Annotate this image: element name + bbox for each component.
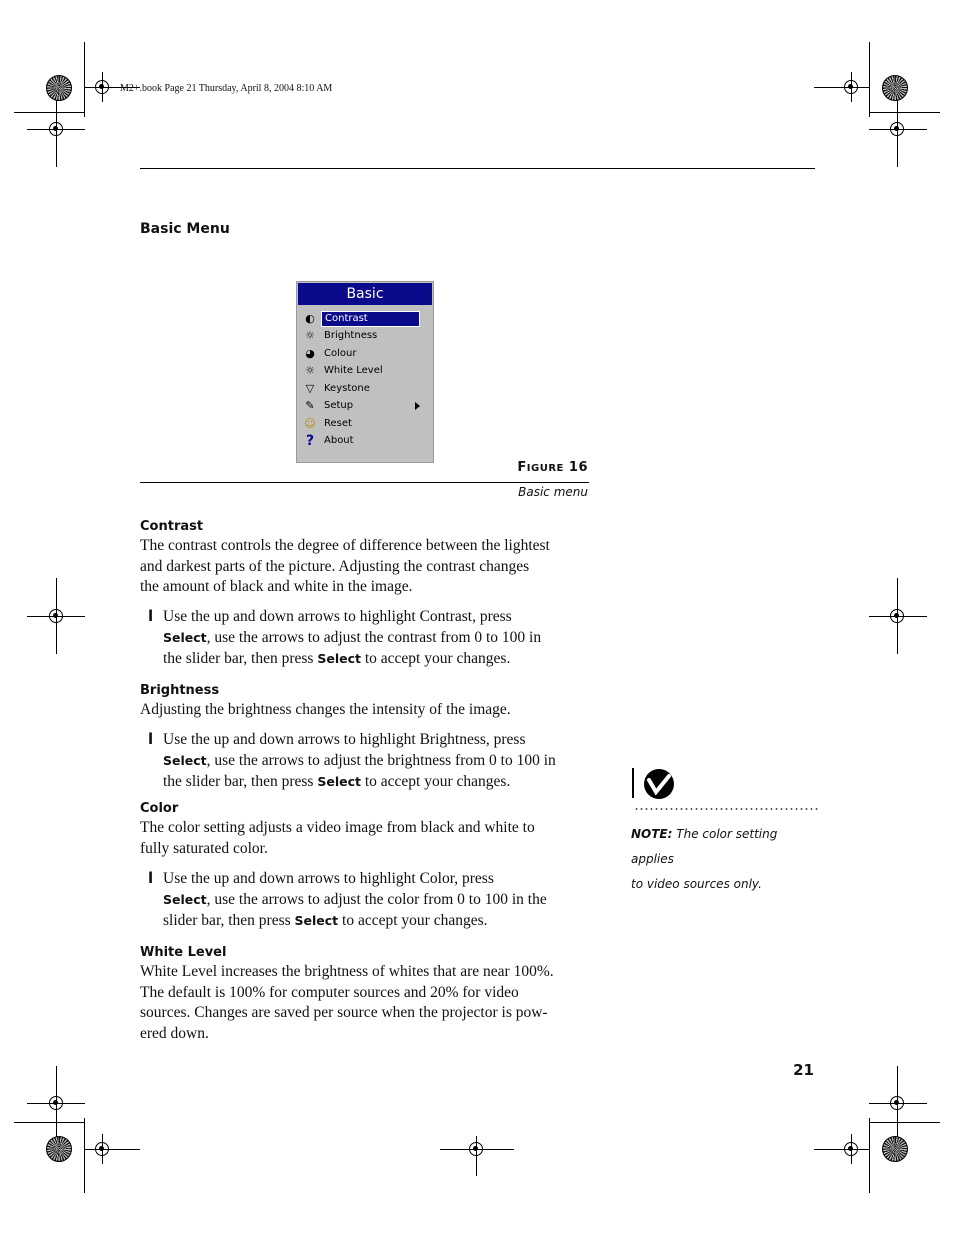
about-icon: ? bbox=[305, 433, 315, 449]
osd-item-about[interactable] bbox=[300, 433, 430, 449]
osd-item-label: White Level bbox=[324, 365, 383, 376]
color-bullet: Use the up and down arrows to highlight Color, press Select, use the arrows to adjust the color from 0 to 100 in the slider bar, then press Select to accept your changes. bbox=[163, 870, 547, 929]
contrast-bullet: Use the up and down arrows to highlight Contrast, press Select, use the arrows to adjust the contrast from 0 to 100 in the slider bar, then press Select to accept your changes. bbox=[163, 608, 542, 667]
registration-starburst-bottom-right bbox=[882, 1136, 908, 1162]
contrast-heading: Contrast bbox=[140, 519, 204, 534]
osd-item-white-level[interactable] bbox=[300, 363, 430, 379]
osd-item-keystone[interactable] bbox=[300, 381, 430, 397]
setup-icon: ✎ bbox=[305, 399, 315, 412]
brightness-icon: ☼ bbox=[305, 329, 315, 342]
brightness-bullet: Use the up and down arrows to highlight Brightness, press Select, use the arrows to adjust the brightness from 0 to 100 in the slider bar, then press Select to accept your changes. bbox=[163, 731, 556, 790]
book-info-header: M2+.book Page 21 Thursday, April 8, 2004 8:10 AM bbox=[120, 83, 333, 94]
reset-icon: ☺ bbox=[304, 417, 316, 430]
registration-target-icon bbox=[890, 122, 904, 136]
section-title: Basic Menu bbox=[140, 221, 230, 237]
registration-target-icon bbox=[890, 609, 904, 623]
osd-menu-title: Basic bbox=[298, 283, 432, 305]
note-icon bbox=[632, 768, 678, 807]
contrast-paragraph: The contrast controls the degree of difference between the lightest and darkest parts of the picture. Adjusting the contrast changes the amount of black and white in the image. bbox=[140, 537, 550, 596]
registration-target-icon bbox=[890, 1096, 904, 1110]
contrast-icon: ◐ bbox=[305, 312, 315, 325]
registration-target-icon bbox=[844, 1142, 858, 1156]
osd-item-label: Keystone bbox=[324, 383, 370, 394]
osd-item-colour[interactable] bbox=[300, 346, 430, 362]
color-paragraph: The color setting adjusts a video image from black and white to fully saturated color. bbox=[140, 819, 535, 857]
color-heading: Color bbox=[140, 801, 179, 816]
osd-item-label: Setup bbox=[324, 400, 354, 411]
registration-starburst-top-left bbox=[46, 75, 72, 101]
figure-caption: Basic menu bbox=[518, 485, 588, 499]
osd-item-label: Reset bbox=[324, 418, 352, 429]
osd-item-label: Colour bbox=[324, 348, 357, 359]
submenu-arrow-icon bbox=[415, 402, 420, 410]
osd-item-label: About bbox=[324, 435, 354, 446]
brightness-heading: Brightness bbox=[140, 683, 220, 698]
osd-item-reset[interactable] bbox=[300, 416, 430, 432]
registration-target-icon bbox=[95, 1142, 109, 1156]
page-number: 21 bbox=[793, 1061, 814, 1079]
registration-target-icon bbox=[95, 80, 109, 94]
osd-item-contrast[interactable] bbox=[300, 311, 430, 327]
brightness-paragraph: Adjusting the brightness changes the intensity of the image. bbox=[140, 701, 511, 718]
white-level-heading: White Level bbox=[140, 945, 227, 960]
registration-target-icon bbox=[49, 609, 63, 623]
figure-label: FIGURE 16 bbox=[517, 460, 588, 475]
registration-target-icon bbox=[49, 122, 63, 136]
colour-icon: ◕ bbox=[305, 347, 315, 360]
registration-target-icon bbox=[844, 80, 858, 94]
keystone-icon: ▽ bbox=[305, 382, 315, 395]
registration-target-icon bbox=[49, 1096, 63, 1110]
osd-item-label: Brightness bbox=[324, 330, 378, 341]
bullet-marker: l bbox=[148, 869, 154, 887]
white-level-paragraph: White Level increases the brightness of whites that are near 100%. The default is 100% for computer sources and 20% for video sources. Changes are saved per source when the projector is pow- ered down. bbox=[140, 963, 554, 1042]
header-rule bbox=[140, 168, 815, 169]
osd-item-brightness[interactable] bbox=[300, 328, 430, 344]
osd-basic-menu bbox=[296, 281, 434, 463]
registration-starburst-bottom-left bbox=[46, 1136, 72, 1162]
osd-item-label: Contrast bbox=[321, 311, 420, 327]
bullet-marker: l bbox=[148, 730, 154, 748]
bullet-marker: l bbox=[148, 607, 154, 625]
registration-target-icon bbox=[469, 1142, 483, 1156]
osd-item-setup[interactable] bbox=[300, 398, 430, 414]
note-text: NOTE: The color setting applies to video sources only. bbox=[631, 827, 778, 891]
note-dotted-rule bbox=[634, 808, 818, 810]
figure-rule bbox=[140, 482, 589, 483]
registration-starburst-top-right bbox=[882, 75, 908, 101]
white-level-icon: ☼ bbox=[305, 364, 315, 377]
